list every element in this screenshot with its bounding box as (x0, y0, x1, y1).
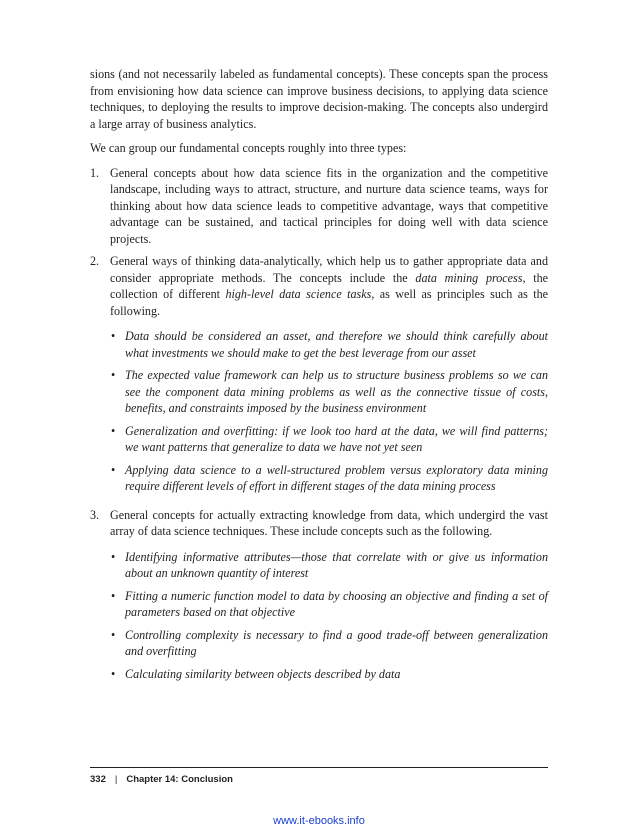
bullet-item (110, 627, 548, 660)
list-number: 2. (90, 254, 100, 268)
footer-separator: | (114, 774, 118, 785)
emphasis-term: high-level data science tasks (225, 287, 372, 301)
bullet-item (110, 588, 548, 621)
list-item (90, 507, 548, 683)
chapter-title: Chapter 14: Conclusion (126, 774, 233, 785)
bullet-item (110, 549, 548, 582)
bullet-text: Generalization and overfitting: if we look too hard at the data, we will find patterns; we want patterns that generalize to data we have not yet seen (125, 423, 548, 454)
bullet-text: Calculating similarity between objects described by data (125, 666, 401, 681)
text-segment: General ways of thinking data-analytically, which help us to gather appropriate data and consider appropriate methods. The concepts include the (110, 254, 548, 285)
intro-paragraph: sions (and not necessarily labeled as fundamental concepts). These concepts span the process from envisioning how data science can improve business decisions, to applying data science techniques, to deploying the results to improve decision-making. The concepts also undergird a large array of business analytics. (90, 67, 548, 131)
bullet-icon: • (111, 329, 116, 343)
bullet-icon: • (111, 462, 116, 477)
list-item-text (110, 253, 548, 319)
text-segment: , the collection of different (110, 270, 548, 301)
bullet-text: Data should be considered an asset, and therefore we should think carefully about what investments we should make to get the best leverage from our asset (125, 329, 548, 360)
list-item-text: General concepts for actually extracting knowledge from data, which undergird the vast array of data science techniques. These include concepts such as the following. (110, 507, 548, 538)
bullet-item (110, 462, 548, 495)
bullet-item (110, 367, 548, 417)
list-item (90, 165, 548, 248)
text-segment: , as well as principles such as the following. (110, 287, 548, 318)
bullet-text: Applying data science to a well-structured problem versus exploratory data mining require different levels of effort in different stages of the data mining process (125, 462, 548, 493)
bullet-text: Fitting a numeric function model to data by choosing an objective and finding a set of parameters based on that objective (125, 588, 548, 619)
list-item (90, 253, 548, 495)
bullet-item (110, 423, 548, 456)
page-body (90, 66, 548, 694)
bullet-item (110, 328, 548, 361)
list-item-text: General concepts about how data science fits in the organization and the competitive landscape, including ways to attract, structure, and nurture data science teams, ways for thinking about how data science leads to competitive advantage, ways that competitive advantage can be sustained, and tactical principles for doing well with data science projects. (110, 165, 548, 246)
concept-bullet-list (110, 549, 548, 683)
bullet-icon: • (111, 549, 116, 564)
bullet-text: The expected value framework can help us to structure business problems so we can see the component data mining problems as well as the connective tissue of costs, benefits, and constraints imposed by the business environment (125, 368, 548, 415)
list-number: 1. (90, 165, 100, 180)
page-number: 332 (90, 774, 106, 785)
bullet-text: Identifying informative attributes—those that correlate with or give us information about an unknown quantity of interest (125, 549, 548, 580)
bullet-icon: • (111, 368, 116, 382)
emphasis-term: data mining process (415, 270, 523, 285)
page-footer (90, 767, 548, 785)
bullet-icon: • (111, 423, 116, 438)
bullet-item (110, 666, 548, 683)
bullet-icon: • (111, 588, 116, 603)
concept-bullet-list (110, 328, 548, 495)
concept-types-list (90, 165, 548, 683)
list-number: 3. (90, 507, 100, 522)
group-paragraph: We can group our fundamental concepts roughly into three types: (90, 141, 407, 155)
source-watermark: www.it-ebooks.info (273, 815, 365, 827)
bullet-icon: • (111, 627, 116, 642)
bullet-text: Controlling complexity is necessary to find a good trade-off between generalization and overfitting (125, 627, 548, 658)
bullet-icon: • (111, 666, 116, 681)
